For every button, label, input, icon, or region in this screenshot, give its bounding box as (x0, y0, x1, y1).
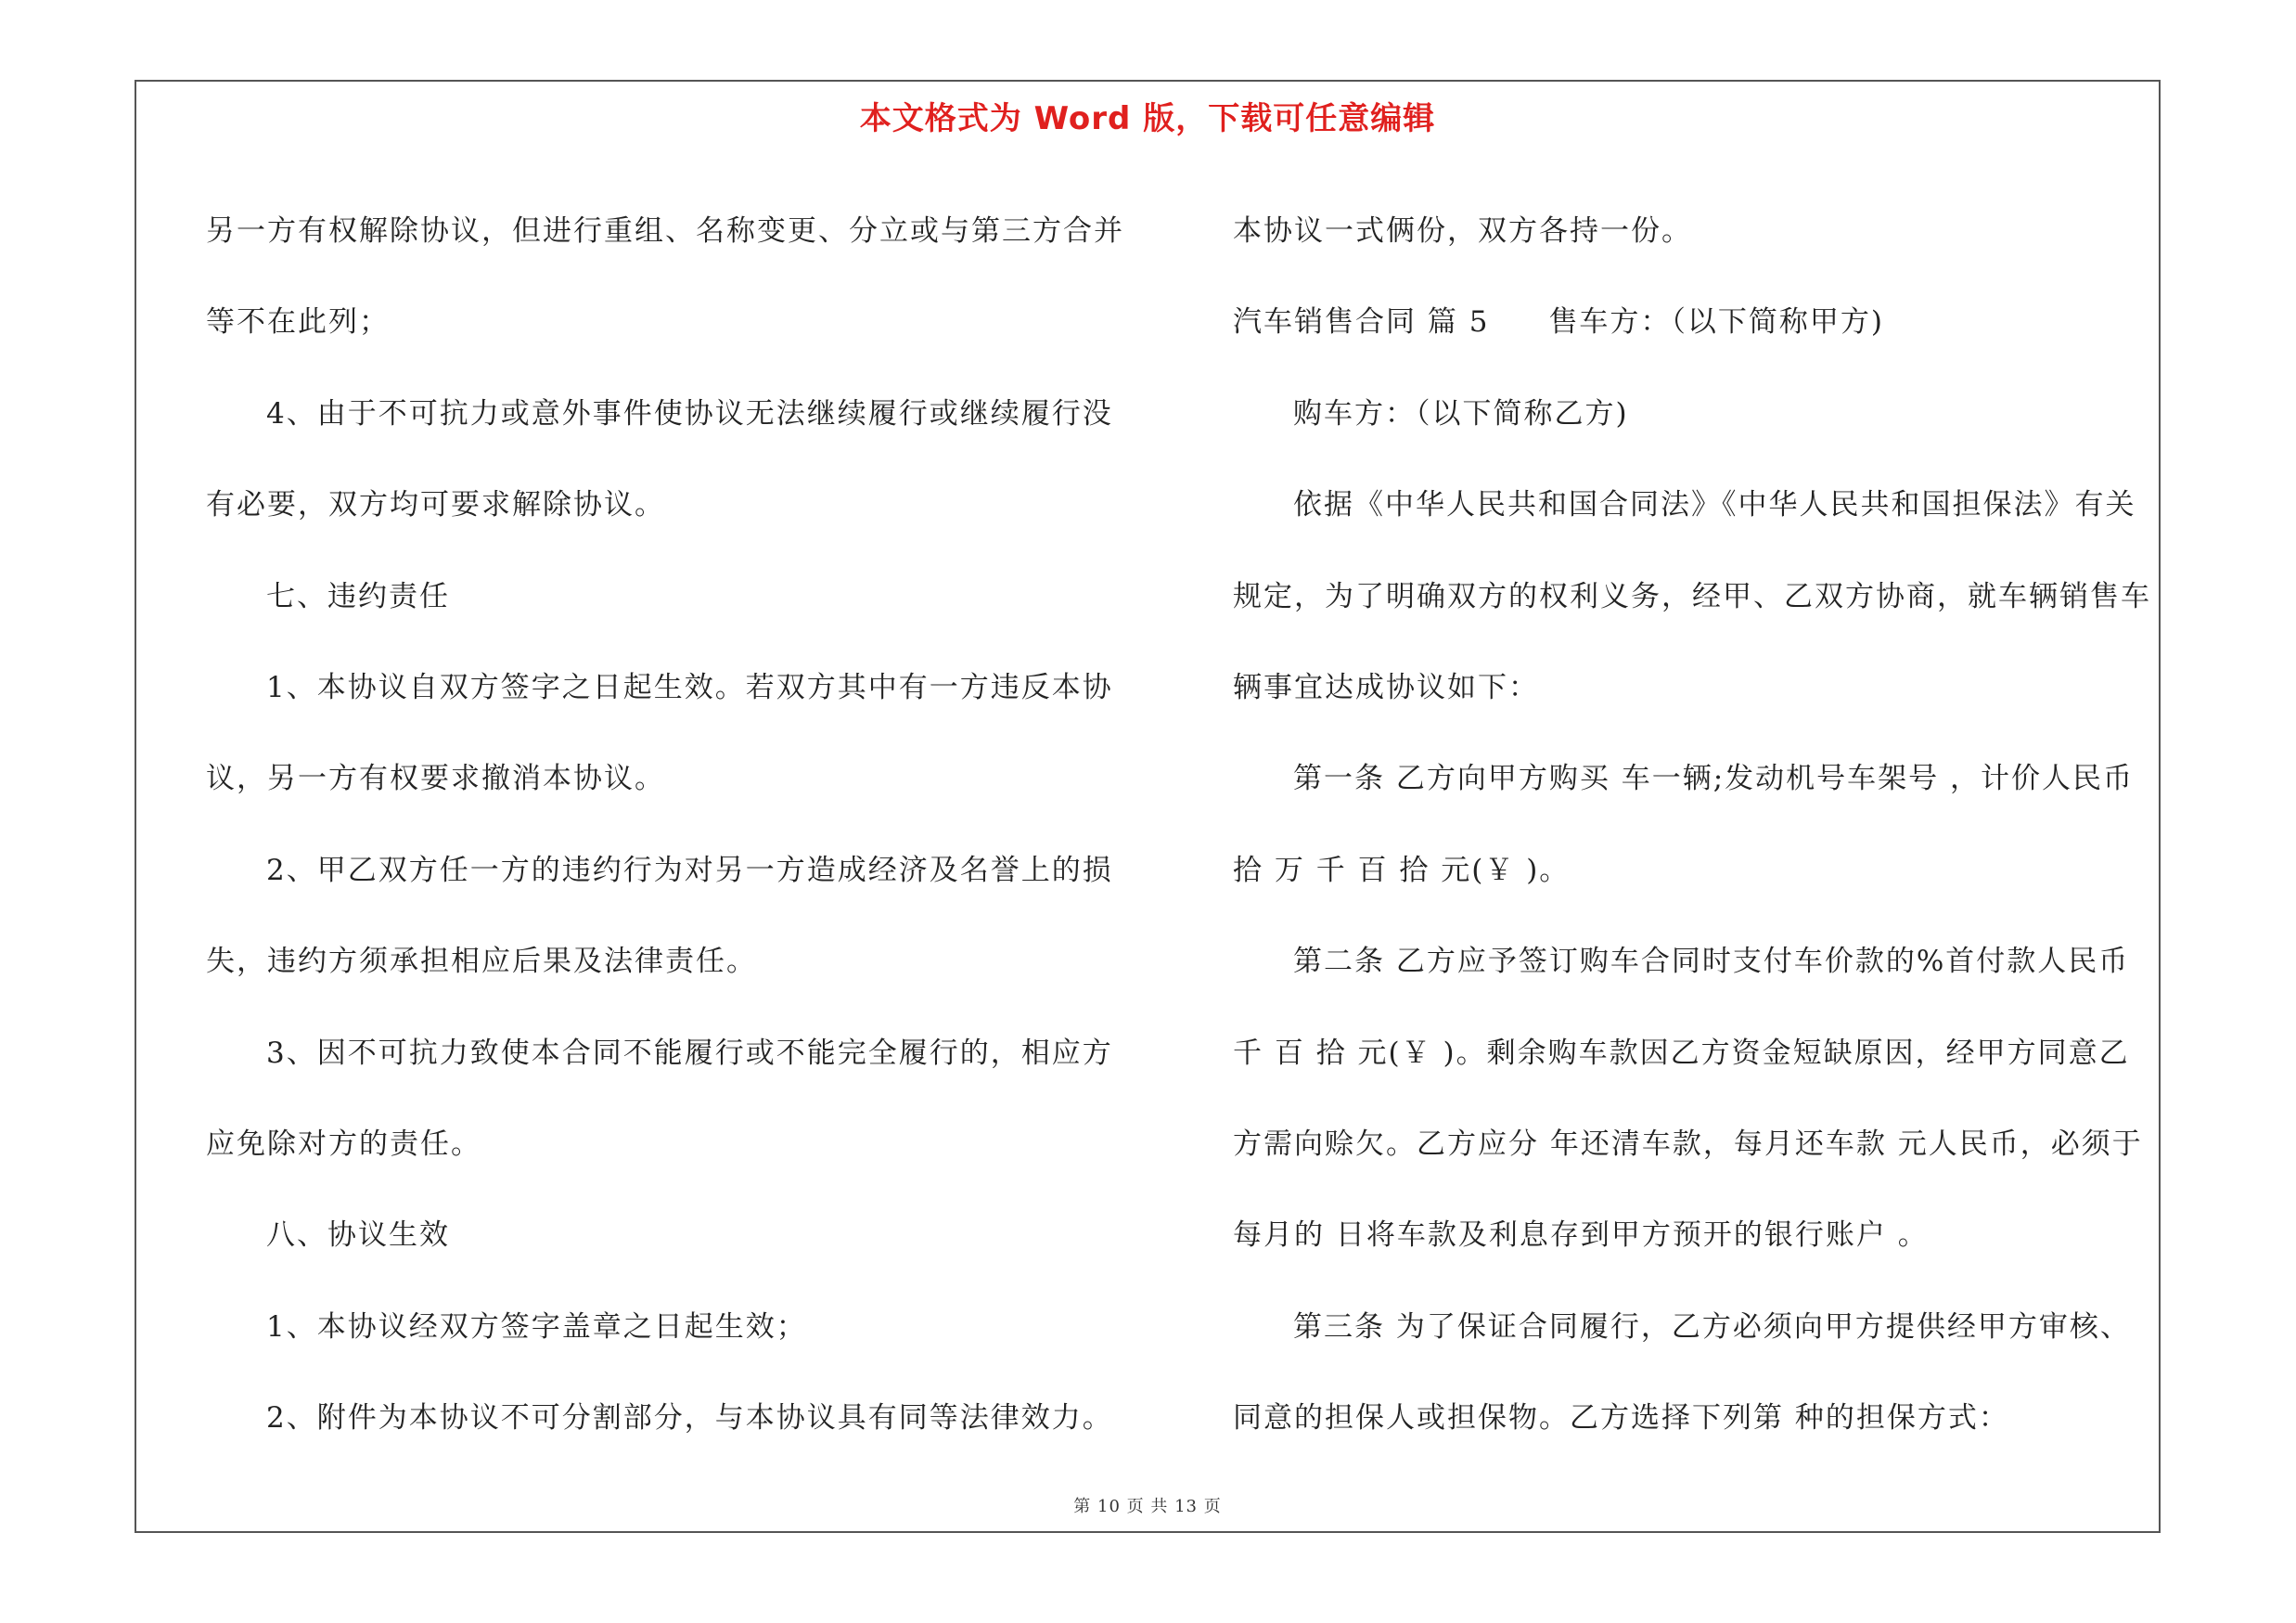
paragraph-line: 规定，为了明确双方的权利义务，经甲、乙双方协商，就车辆销售车 (1233, 579, 2151, 613)
section-heading: 七、违约责任 (266, 579, 450, 613)
contract-title: 汽车销售合同 篇 5 (1233, 305, 1490, 340)
paragraph-line: 应免除对方的责任。 (206, 1127, 481, 1161)
paragraph-line: 千 百 拾 元(￥ )。剩余购车款因乙方资金短缺原因，经甲方同意乙 (1233, 1036, 2130, 1070)
left-column (206, 186, 1134, 1463)
paragraph-line: 有必要，双方均可要求解除协议。 (206, 488, 665, 522)
paragraph-line: 第一条 乙方向甲方购买 车一辆;发动机号车架号 ，计价人民币 (1293, 762, 2135, 796)
paragraph-line: 同意的担保人或担保物。乙方选择下列第 种的担保方式： (1233, 1401, 2009, 1436)
paragraph-line: 议，另一方有权要求撤消本协议。 (206, 762, 665, 796)
paragraph-line: 辆事宜达成协议如下： (1233, 670, 1539, 704)
paragraph-line: 1、本协议经双方签字盖章之日起生效； (266, 1309, 807, 1344)
word-format-banner: 本文格式为 Word 版，下载可任意编辑 (859, 100, 1436, 137)
paragraph-line: 2、附件为本协议不可分割部分，与本协议具有同等法律效力。 (266, 1401, 1113, 1436)
paragraph-line: 等不在此列； (206, 305, 390, 340)
paragraph-line: 每月的 日将车款及利息存到甲方预开的银行账户 。 (1233, 1218, 1929, 1253)
paragraph-line: 失，违约方须承担相应后果及法律责任。 (206, 945, 757, 979)
buyer-label: 购车方：（以下简称乙方) (1293, 396, 1629, 431)
paragraph-line: 2、甲乙双方任一方的违约行为对另一方造成经济及名誉上的损 (266, 853, 1113, 887)
paragraph-line: 另一方有权解除协议，但进行重组、名称变更、分立或与第三方合并 (206, 214, 1124, 248)
paragraph-line: 1、本协议自双方签字之日起生效。若双方其中有一方违反本协 (266, 670, 1113, 704)
paragraph-line: 第三条 为了保证合同履行，乙方必须向甲方提供经甲方审核、 (1293, 1309, 2131, 1344)
paragraph-line: 拾 万 千 百 拾 元(￥ )。 (1233, 853, 1571, 887)
seller-label: 售车方：（以下简称甲方) (1548, 305, 1885, 340)
paragraph-line: 依据《中华人民共和国合同法》《中华人民共和国担保法》有关 (1293, 488, 2136, 522)
document-page (135, 80, 2161, 1533)
right-column (1233, 186, 2156, 1463)
paragraph-line: 本协议一式俩份，双方各持一份。 (1233, 214, 1692, 248)
paragraph-line: 第二条 乙方应予签订购车合同时支付车价款的%首付款人民币 (1293, 945, 2130, 979)
contract-title-line (1233, 277, 2156, 367)
paragraph-line: 4、由于不可抗力或意外事件使协议无法继续履行或继续履行没 (266, 396, 1113, 431)
paragraph-line: 方需向赊欠。乙方应分 年还清车款，每月还车款 元人民币，必须于 (1233, 1127, 2143, 1161)
section-heading: 八、协议生效 (266, 1218, 450, 1253)
page-number: 第 10 页 共 13 页 (1073, 1497, 1222, 1516)
paragraph-line: 3、因不可抗力致使本合同不能履行或不能完全履行的，相应方 (266, 1036, 1113, 1070)
